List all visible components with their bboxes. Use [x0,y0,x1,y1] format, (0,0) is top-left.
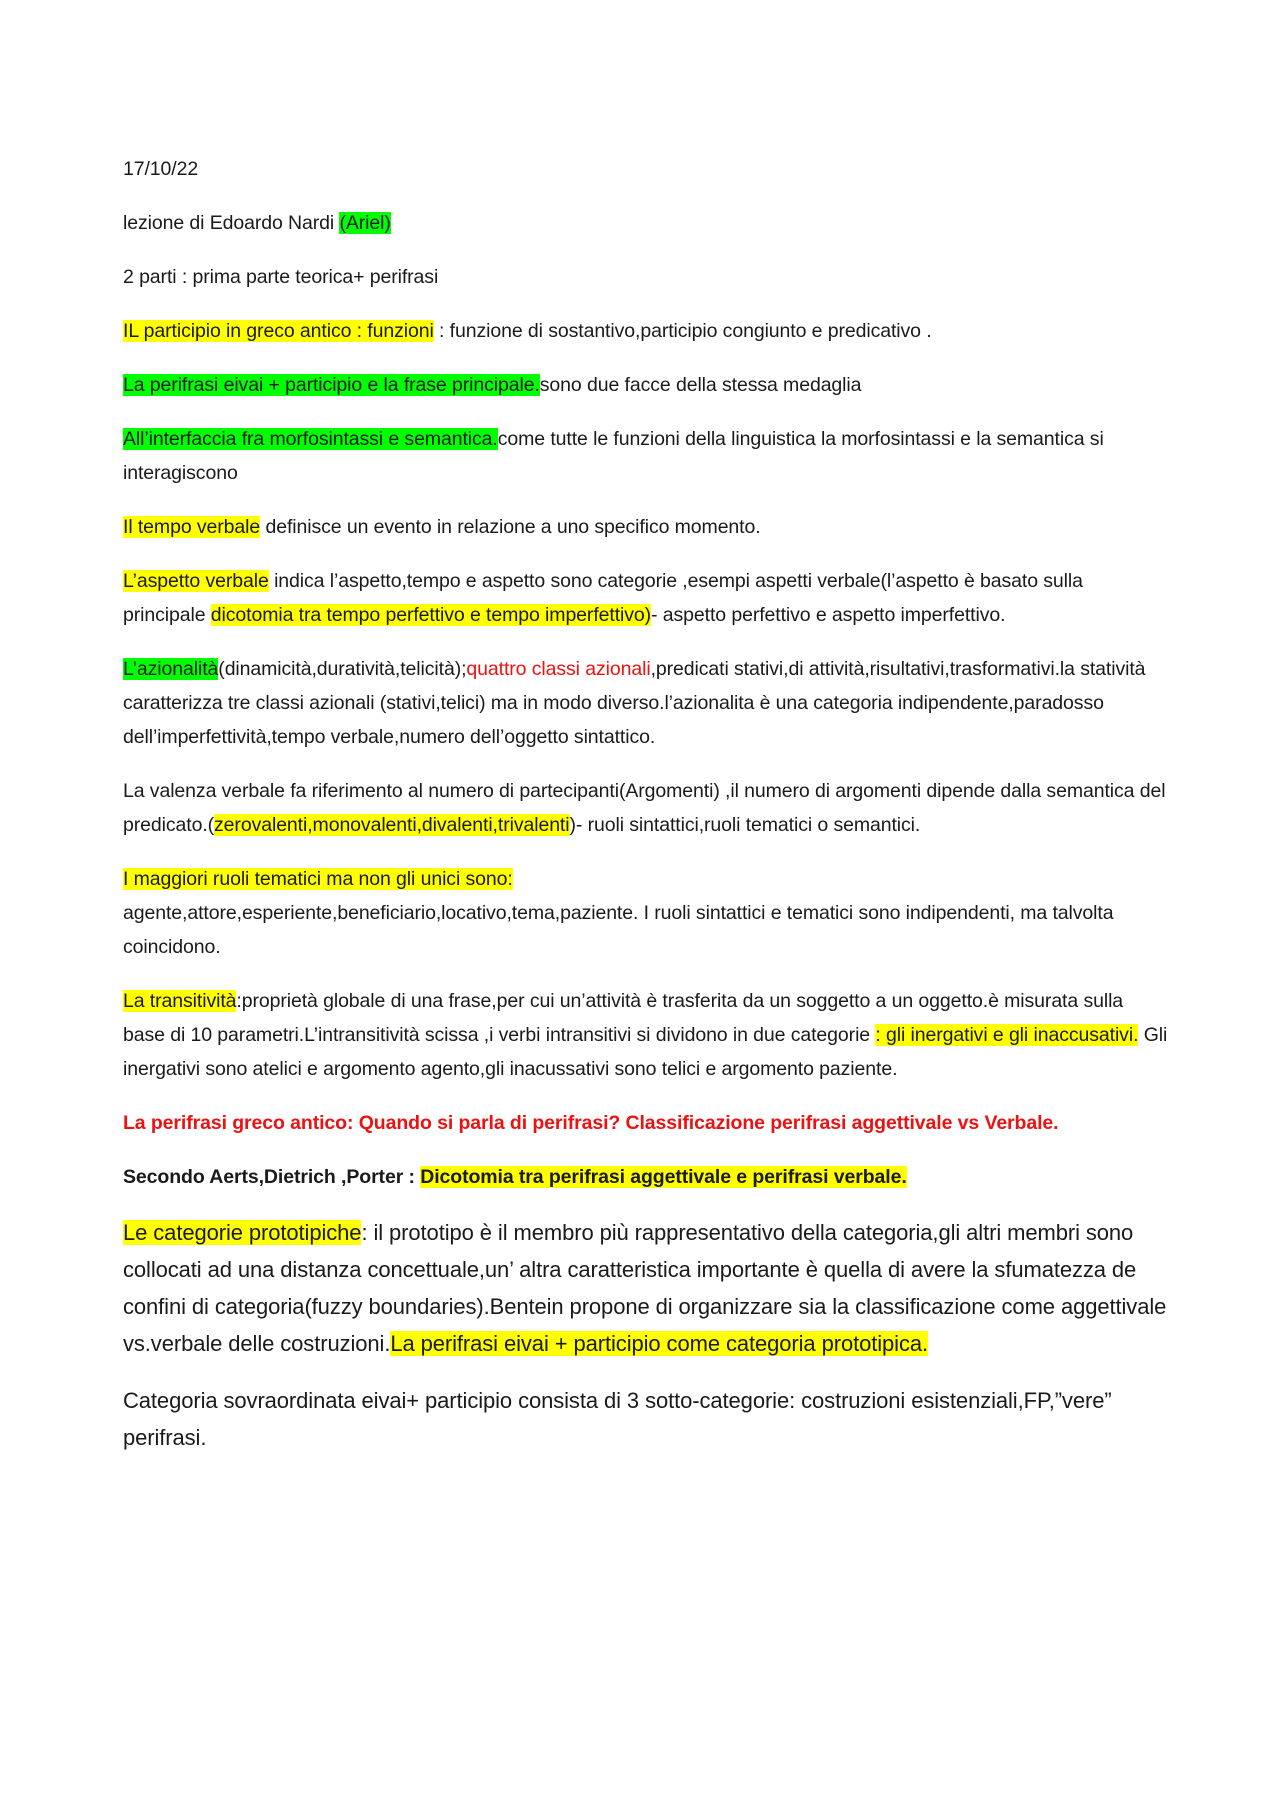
transitivita-paragraph [123,984,1168,1086]
inergativi-highlight: : gli inergativi e gli inaccusativi. [875,1024,1139,1046]
valenza-highlight: zerovalenti,monovalenti,divalenti,trivalenti [214,814,570,836]
aerts-paragraph [123,1160,1168,1194]
tempo-verbale-paragraph [123,510,1168,544]
participio-highlight: IL participio in greco antico : funzioni [123,320,434,342]
aspetto-verbale-highlight: L’aspetto verbale [123,570,269,592]
dicotomia-highlight: dicotomia tra tempo perfettivo e tempo imperfettivo) [210,604,652,626]
valenza-paragraph [123,774,1168,842]
lecture-line [123,206,1168,240]
lecturer-highlight: (Ariel) [339,212,391,234]
tempo-verbale-highlight: Il tempo verbale [123,516,261,538]
prototipiche-paragraph [123,1214,1168,1362]
transitivita-text-2: Gli inergativi sono atelici e argomento agento,gli inacussativi sono telici e argomento paziente. [123,1024,1168,1080]
sovraordinata-paragraph [123,1382,1168,1456]
date: 17/10/22 [123,158,199,180]
participio-paragraph [123,314,1168,348]
sovraordinata-text: Categoria sovraordinata eivai+ participio consista di 3 sotto-categorie: costruzioni esistenziali,FP,”vere” perifrasi. [123,1388,1112,1450]
document-body [123,152,1168,1456]
ruoli-paragraph [123,896,1168,964]
perifrasi-frase-text: sono due facce della stessa medaglia [539,374,862,396]
aerts-highlight: Dicotomia tra perifrasi aggettivale e perifrasi verbale. [420,1166,907,1188]
valenza-text-2: )- ruoli sintattici,ruoli tematici o semantici. [569,814,921,836]
azionalita-text-2: ,predicati stativi,di attività,risultativi,trasformativi.la statività caratterizza tre classi azionali (stativi,telici) ma in modo diverso.l’azionalita è una categoria indipendente,paradosso dell’imperfettività,tempo verbale,numero dell’oggetto sintattico. [123,658,1146,748]
aspetto-verbale-paragraph [123,564,1168,632]
ruoli-heading [123,862,1168,896]
prototipiche-highlight: Le categorie prototipiche [123,1220,362,1245]
perifrasi-frase-paragraph [123,368,1168,402]
azionalita-text-1: (dinamicità,duratività,telicità); [218,658,467,680]
valenza-text-1: La valenza verbale fa riferimento al numero di partecipanti(Argomenti) ,il numero di argomenti dipende dalla semantica del predicato.( [123,780,1166,836]
aerts-text: Secondo Aerts,Dietrich ,Porter : [123,1166,421,1188]
interfaccia-text: come tutte le funzioni della linguistica la morfosintassi e la semantica si interagiscono [123,428,1104,484]
transitivita-highlight: La transitività [123,990,237,1012]
ruoli-text: agente,attore,esperiente,beneficiario,locativo,tema,paziente. I ruoli sintattici e tematici sono indipendenti, ma talvolta coincidono. [123,902,1114,958]
azionalita-paragraph [123,652,1168,754]
aspetto-verbale-text-1: indica l’aspetto,tempo e aspetto sono categorie ,esempi aspetti verbale(l’aspetto è basato sulla principale [123,570,1083,626]
ruoli-highlight: I maggiori ruoli tematici ma non gli unici sono: [123,868,513,890]
tempo-verbale-text: definisce un evento in relazione a uno specifico momento. [260,516,761,538]
transitivita-text-1: :proprietà globale di una frase,per cui un’attività è trasferita da un soggetto a un oggetto.è misurata sulla base di 10 parametri.L’intransitività scissa ,i verbi intransitivi si dividono in due categorie [123,990,1124,1046]
perifrasi-frase-highlight: La perifrasi eivai + participio e la frase principale. [123,374,540,396]
date-line [123,152,1168,186]
azionalita-highlight: L’azionalità [123,658,219,680]
aspetto-verbale-text-2: - aspetto perfettivo e aspetto imperfettivo. [651,604,1006,626]
prototipiche-text: : il prototipo è il membro più rappresentativo della categoria,gli altri membri sono collocati ad una distanza concettuale,un’ altra caratteristica importante è quella di avere la sfumatezza de confini di categoria(fuzzy boundaries).Bentein propone di organizzare sia la classificazione come aggettivale vs.verbale delle costruzioni. [123,1220,1167,1356]
lecture-text: lezione di Edoardo Nardi [123,212,340,234]
perifrasi-red-heading [123,1106,1168,1140]
perifrasi-heading-text: La perifrasi greco antico: Quando si parla di perifrasi? Classificazione perifrasi aggettivale vs Verbale. [123,1112,1059,1134]
interfaccia-paragraph [123,422,1168,490]
parts-line [123,260,1168,294]
interfaccia-highlight: All’interfaccia fra morfosintassi e semantica. [123,428,498,450]
classi-azionali-red-text: quattro classi azionali [466,658,651,680]
participio-text: : funzione di sostantivo,participio congiunto e predicativo . [433,320,932,342]
parts-text: 2 parti : prima parte teorica+ perifrasi [123,266,439,288]
categoria-prototipica-highlight: La perifrasi eivai + participio come categoria prototipica. [390,1331,928,1356]
